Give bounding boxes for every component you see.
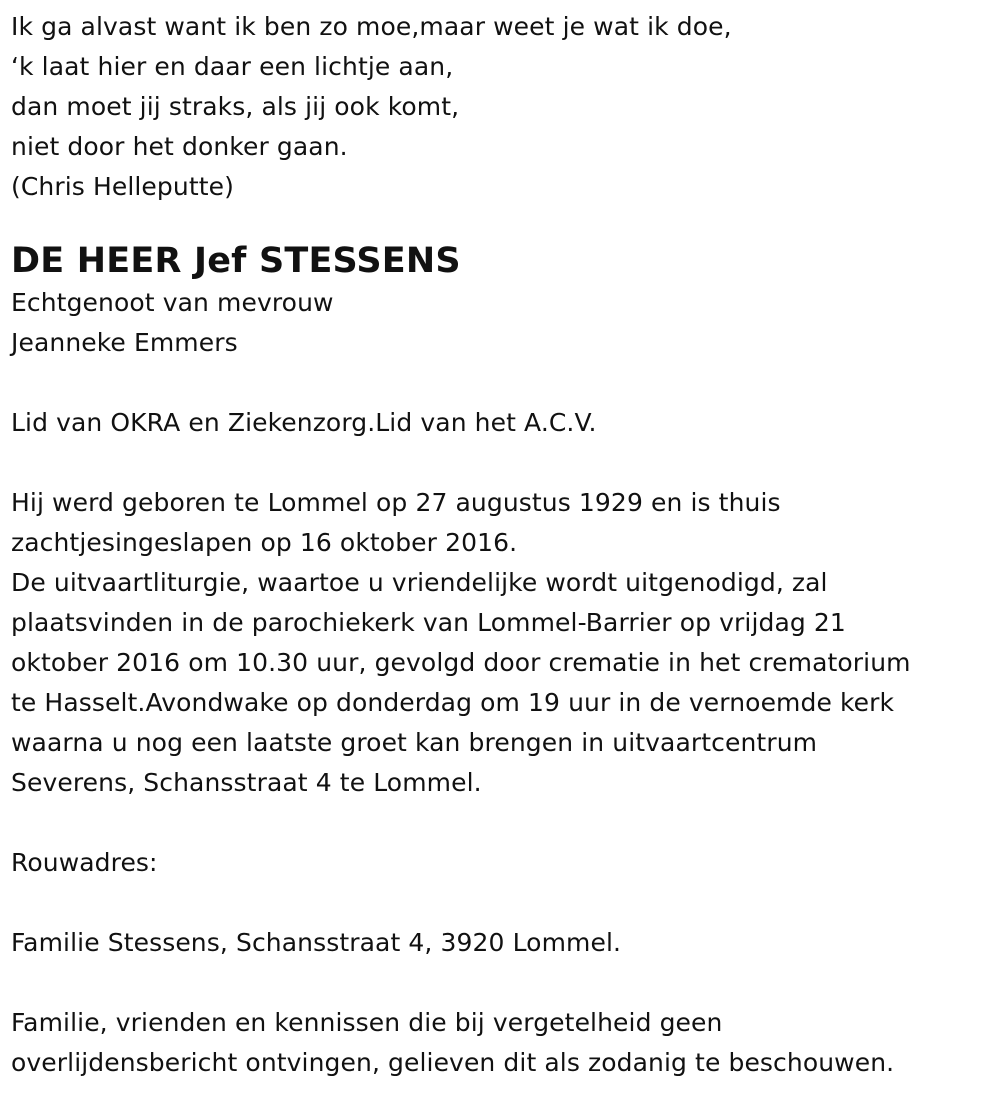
spacer: [11, 443, 991, 483]
closing-line: Familie, vrienden en kennissen die bij vergetelheid geen: [11, 1008, 723, 1037]
closing-line: overlijdensbericht ontvingen, gelieven dit als zodanig te beschouwen.: [11, 1048, 895, 1077]
poem-line: dan moet jij straks, als jij ook komt,: [11, 92, 460, 121]
spacer: [11, 363, 991, 403]
announcement-line: Hij werd geboren te Lommel op 27 augustus 1929 en is thuis: [11, 488, 781, 517]
poem: [11, 7, 991, 207]
spouse-line: Jeanneke Emmers: [11, 328, 238, 357]
announcement-line: waarna u nog een laatste groet kan brengen in uitvaartcentrum: [11, 728, 818, 757]
spacer: [11, 963, 991, 1003]
closing-text: [11, 1003, 991, 1083]
spacer: [11, 803, 991, 843]
announcement-line: zachtjesingeslapen op 16 oktober 2016.: [11, 528, 518, 557]
address-label: Rouwadres:: [11, 848, 158, 877]
spouse-info: [11, 283, 991, 363]
obituary-notice: [11, 7, 991, 1083]
poem-author: (Chris Helleputte): [11, 172, 234, 201]
announcement-text: [11, 483, 991, 803]
address-value: Familie Stessens, Schansstraat 4, 3920 Lommel.: [11, 928, 622, 957]
spouse-line: Echtgenoot van mevrouw: [11, 288, 334, 317]
poem-line: niet door het donker gaan.: [11, 132, 348, 161]
announcement-line: oktober 2016 om 10.30 uur, gevolgd door crematie in het crematorium: [11, 648, 911, 677]
announcement-line: Severens, Schansstraat 4 te Lommel.: [11, 768, 482, 797]
spacer: [11, 883, 991, 923]
deceased-name-heading: DE HEER Jef STESSENS: [11, 241, 461, 281]
poem-line: ‘k laat hier en daar een lichtje aan,: [11, 52, 454, 81]
announcement-line: plaatsvinden in de parochiekerk van Lommel-Barrier op vrijdag 21: [11, 608, 846, 637]
announcement-line: De uitvaartliturgie, waartoe u vriendelijke wordt uitgenodigd, zal: [11, 568, 828, 597]
membership-text: Lid van OKRA en Ziekenzorg.Lid van het A.C.V.: [11, 408, 597, 437]
poem-line: Ik ga alvast want ik ben zo moe,maar weet je wat ik doe,: [11, 12, 732, 41]
announcement-line: te Hasselt.Avondwake op donderdag om 19 uur in de vernoemde kerk: [11, 688, 895, 717]
